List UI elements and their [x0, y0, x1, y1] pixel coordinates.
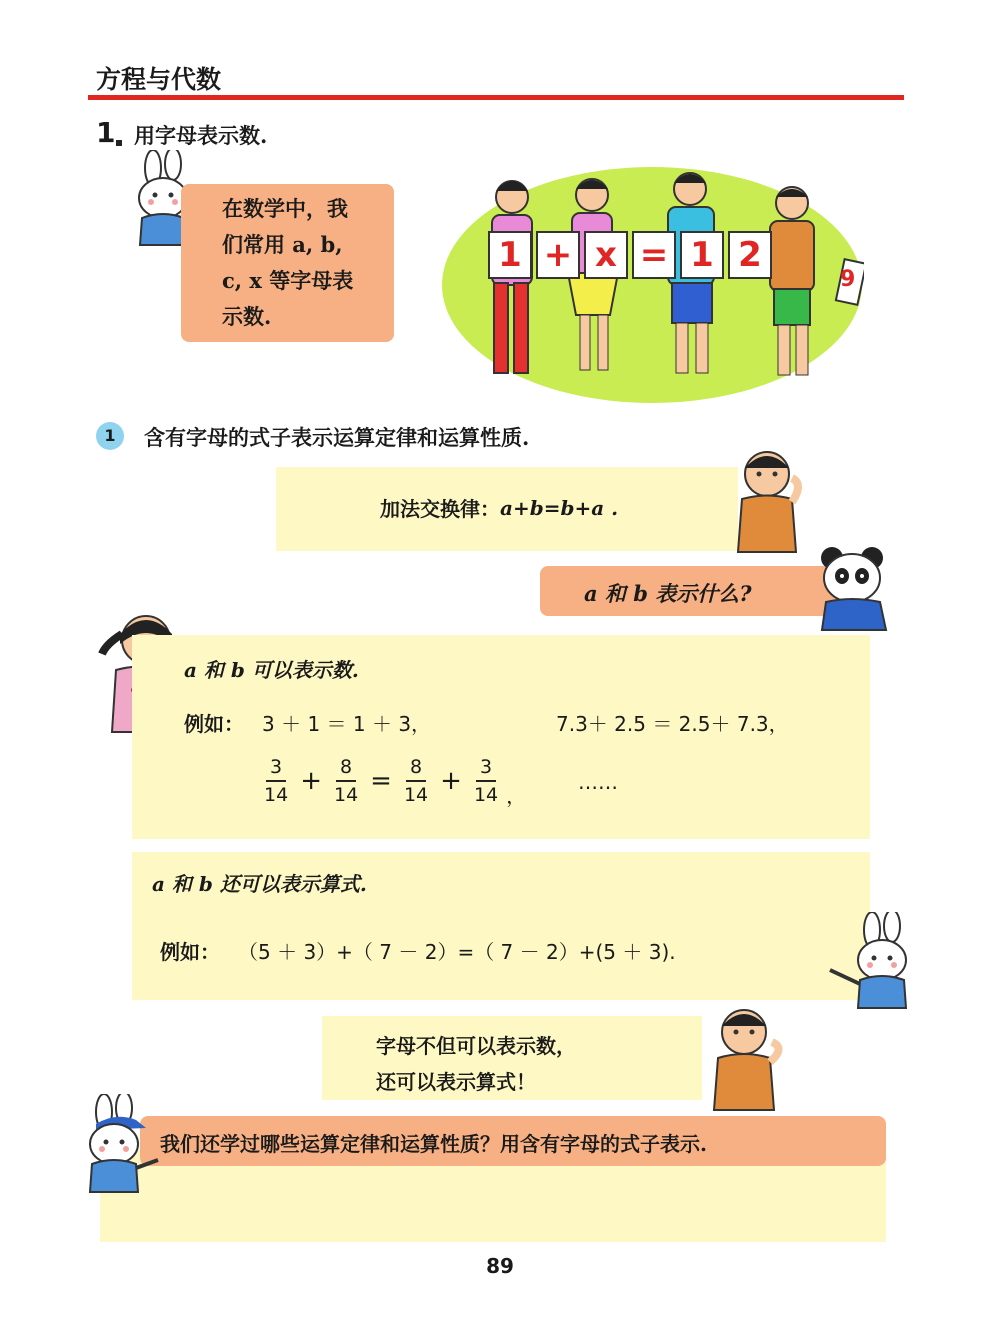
fraction: $\frac{3}{14}$: [264, 755, 289, 806]
boy-thinking-illustration: [722, 444, 812, 554]
summary-line1: 字母不但可以表示数，: [376, 1034, 576, 1058]
extra-sign-number: 9: [840, 267, 856, 292]
equals-sign: =: [370, 765, 392, 796]
page-number: 89: [486, 1254, 514, 1278]
plus-sign: +: [300, 765, 322, 796]
section-dot: [116, 140, 122, 146]
section-title: 用字母表示数.: [134, 123, 268, 148]
ellipsis: ……: [578, 770, 618, 794]
fraction: $\frac{8}{14}$: [403, 755, 429, 806]
plus-sign: +: [440, 765, 462, 796]
rabbit-pointing-illustration: [824, 912, 924, 1012]
kids-holding-signs-illustration: [440, 155, 864, 405]
chapter-title: 方程与代数: [96, 65, 222, 94]
example-equation-decimals: 7.3＋ 2.5 ＝ 2.5＋ 7.3，: [556, 712, 789, 736]
prompt-text: 我们还学过哪些运算定律和运算性质？用含有字母的式子表示.: [160, 1132, 707, 1156]
question-text: a 和 b 表示什么?: [584, 581, 752, 606]
answer-numbers-heading: a 和 b 可以表示数.: [184, 658, 359, 682]
sign-card: 2: [728, 231, 772, 279]
comma: ，: [506, 784, 527, 808]
sign-card: =: [632, 231, 676, 279]
header-rule: [88, 95, 904, 100]
fraction: $\frac{8}{14}$: [333, 755, 359, 806]
answer-expressions-eg-label: 例如：: [160, 940, 220, 964]
fraction: $\frac{3}{14}$: [473, 755, 499, 806]
example-equation-integers: 3 ＋ 1 ＝ 1 ＋ 3，: [262, 712, 432, 736]
example-badge: 1: [96, 422, 124, 450]
example-equation-expressions: （5 ＋ 3）+（ 7 － 2）=（ 7 － 2）+(5 ＋ 3).: [238, 940, 676, 964]
sign-card: x: [584, 231, 628, 279]
intro-note-line2: 们常用 a, b,: [222, 232, 343, 257]
example-title: 含有字母的式子表示运算定律和运算性质.: [144, 425, 530, 450]
sign-card: 1: [488, 231, 532, 279]
section-number: 1: [96, 116, 116, 149]
panda-mascot-illustration: [808, 540, 900, 632]
commutative-law-line: [380, 493, 618, 522]
intro-note-line3: c, x 等字母表: [222, 268, 354, 293]
sign-card: +: [536, 231, 580, 279]
intro-note-line4: 示数.: [222, 304, 272, 329]
summary-line2: 还可以表示算式！: [376, 1070, 536, 1094]
intro-note-line1: 在数学中，我: [222, 196, 348, 221]
example-equation-fractions: [256, 752, 526, 809]
sign-card: 1: [680, 231, 724, 279]
answer-numbers-eg-label: 例如：: [184, 712, 244, 736]
rabbit-bottom-illustration: [72, 1094, 162, 1194]
boy-explaining-illustration: [700, 1002, 792, 1112]
commutative-label: 加法交换律：: [380, 497, 500, 521]
answer-expressions-heading: a 和 b 还可以表示算式.: [152, 872, 367, 896]
commutative-formula: a+b=b+a .: [500, 495, 619, 520]
